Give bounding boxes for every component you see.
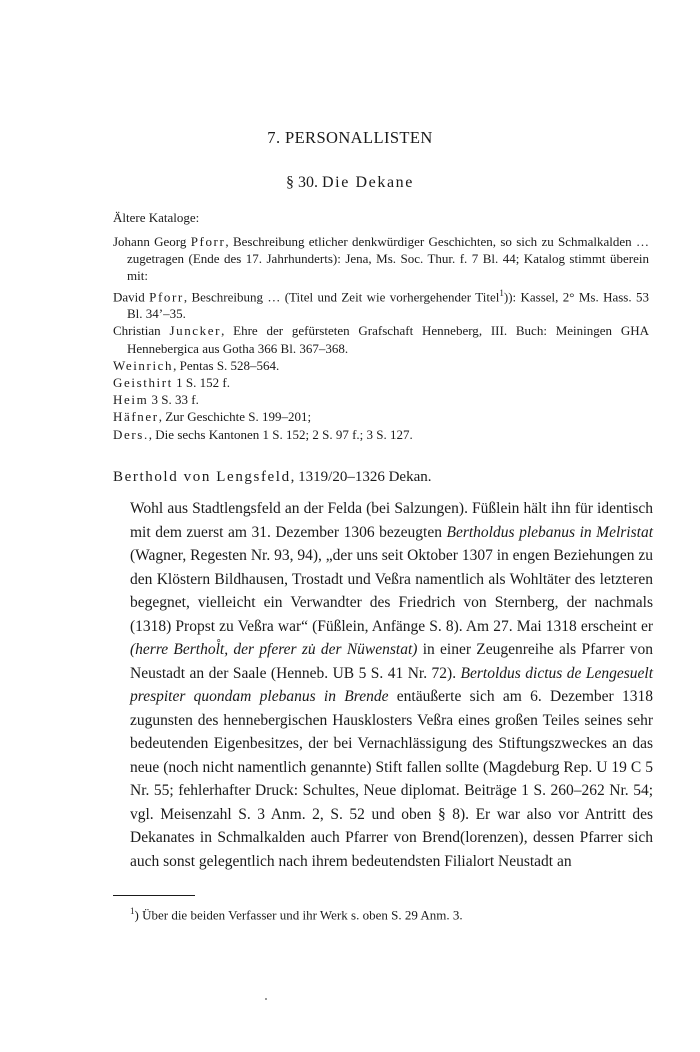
catalog-entry: Heim 3 S. 33 f. (113, 392, 199, 408)
footnote-ref[interactable]: 1 (499, 287, 504, 298)
catalog-entry: Christian Juncker, Ehre der gefürsteten Grafschaft Henneberg, III. Buch: Meiningen GHA Hennebergica aus Gotha 366 Bl. 367–368. (113, 323, 649, 356)
person-name: Berthold von Lengsfeld (113, 469, 291, 485)
catalog-heading: Ältere Kataloge: (113, 210, 200, 225)
footnote-divider (113, 895, 195, 896)
catalog-list (113, 233, 649, 443)
biography-heading (113, 469, 653, 486)
catalog-entry: Häfner, Zur Geschichte S. 199–201; (113, 409, 312, 425)
footnote (130, 906, 650, 923)
section-mark: § 30. (286, 174, 319, 191)
catalog-entry: David Pforr, Beschreibung … (Titel und Zeit wie vorhergehender Titel$^1$)): Kassel, 2° Ms. Hass. 53 Bl. 34’–35. (113, 287, 649, 322)
page-speck (265, 998, 267, 1000)
catalog-entry: Ders., Die sechs Kantonen 1 S. 152; 2 S. 97 f.; 3 S. 127. (113, 426, 413, 442)
section-title: Die Dekane (322, 174, 414, 191)
footnote-text: ) Über die beiden Verfasser und ihr Werk s. oben S. 29 Anm. 3. (134, 907, 463, 923)
catalog-entry: Weinrich, Pentas S. 528–564. (113, 357, 280, 373)
catalog-entry: Johann Georg Pforr, Beschreibung etlicher denkwürdiger Geschichten, so sich zu Schmalkalden … zugetragen (Ende des 17. Jahrhunderts): Jena, Ms. Soc. Thur. f. 7 Bl. 44; Katalog stimmt überein mit: (113, 234, 649, 284)
footnote-mark: 1 (130, 906, 135, 916)
chapter-title: 7. PERSONALLISTEN (267, 128, 433, 147)
person-dates: , 1319/20–1326 Dekan. (290, 469, 432, 485)
catalog-entry: Geisthirt 1 S. 152 f. (113, 374, 230, 390)
biography-text: Wohl aus Stadtlengsfeld an der Felda (bei Salzungen). Füßlein hält ihn für identisch mit dem zuerst am 31. Dezember 1306 bezeugten Bertholdus plebanus in Melristat (Wagner, Regesten Nr. 93, 94), „der uns seit Oktober 1307 in engen Beziehungen zu den Klöstern Bildhausen, Trostadt und Veßra namentlich als Wohltäter des letzteren begegnet, vielleicht ein Verwandter des Friedrich von Sternberg, der nachmals (1318) Propst zu Veßra war“ (Füßlein, Anfänge S. 8). Am 27. Mai 1318 erscheint er (herre Berthol̊t, der pferer zu̇ der Nüwenstat) in einer Zeugenreihe als Pfarrer von Neustadt an der Saale (Henneb. UB 5 S. 41 Nr. 72). Bertoldus dictus de Lengesuelt prespiter quondam plebanus in Brende entäußerte sich am 6. Dezember 1318 zugunsten des hennebergischen Hausklosters Veßra eines großen Teiles seines sehr bedeutenden Eigenbesitzes, der bei Vernachlässigung des Stiftungszweckes an das neue (noch nicht namentlich genannte) Stift fallen sollte (Magdeburg Rep. U 19 C 5 Nr. 55; fehlerhafter Druck: Schultes, Neue diplomat. Beiträge 1 S. 260–262 Nr. 54; vgl. Meisenzahl S. 3 Anm. 2, S. 52 und oben § 8). Er war also vor Antritt des Dekanates in Schmalkalden auch Pfarrer von Brend(lorenzen), dessen Pfarrer sich auch sonst gelegentlich nach ihrem bedeutendsten Filialort Neustadt an (130, 500, 653, 870)
section-heading (0, 174, 700, 192)
